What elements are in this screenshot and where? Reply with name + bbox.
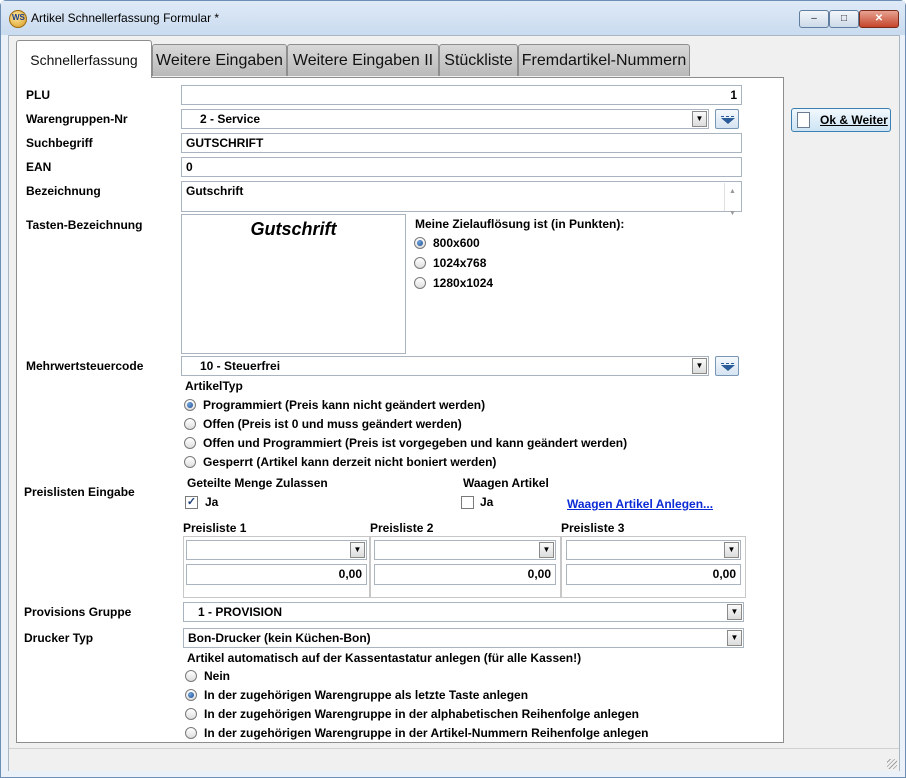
- preislisten-label: Preislisten Eingabe: [24, 485, 135, 499]
- chevron-down-icon: ▼: [730, 607, 739, 616]
- drucker-label: Drucker Typ: [24, 631, 94, 645]
- tasten-textbox[interactable]: [181, 214, 406, 354]
- aufloesung-label: Meine Zielauflösung ist (in Punkten):: [415, 217, 625, 231]
- bezeichnung-textarea[interactable]: [181, 181, 742, 217]
- plu-input[interactable]: 1: [181, 85, 742, 105]
- preisliste-1-label: Preisliste 1: [183, 521, 247, 535]
- preisliste-2-group: [370, 536, 561, 598]
- mwst-dropdown-button[interactable]: [692, 358, 707, 374]
- lookup-arrow-icon: [720, 362, 736, 372]
- preisliste-3-label: Preisliste 3: [561, 521, 625, 535]
- bezeichnung-value: Gutschrift: [186, 184, 244, 198]
- preisliste-1-group: [183, 536, 370, 598]
- chevron-down-icon: ▼: [542, 545, 551, 554]
- chevron-down-icon: ▼: [695, 361, 704, 370]
- waagen-check-label: Ja: [480, 495, 494, 509]
- document-icon: [797, 112, 810, 128]
- tab-panel: [16, 77, 784, 743]
- client-area: [8, 35, 900, 771]
- drucker-value: Bon-Drucker (kein Küchen-Bon): [188, 631, 371, 645]
- option-auto-alphabetisch: In der zugehörigen Warengruppe in der alphabetischen Reihenfolge anlegen: [204, 707, 639, 721]
- maximize-button[interactable]: [829, 10, 859, 28]
- tab-weitere-eingaben[interactable]: Weitere Eingaben: [152, 44, 287, 76]
- option-1280x1024: 1280x1024: [433, 276, 494, 290]
- tab-weitere-eingaben-ii[interactable]: Weitere Eingaben II: [287, 44, 439, 76]
- ok-weiter-label: Ok & Weiter: [820, 113, 888, 127]
- tasten-value: Gutschrift: [250, 219, 337, 239]
- resize-grip-icon[interactable]: [887, 759, 897, 769]
- chevron-down-icon: ▼: [730, 633, 739, 642]
- minimize-icon: –: [811, 13, 817, 24]
- radio-auto-nein[interactable]: [185, 670, 197, 682]
- status-bar: [9, 748, 899, 771]
- mwst-label: Mehrwertsteuercode: [26, 359, 144, 373]
- window-title: Artikel Schnellerfassung Formular *: [31, 11, 220, 25]
- scroll-up-icon: ▲: [729, 188, 736, 195]
- preisliste-2-label: Preisliste 2: [370, 521, 434, 535]
- radio-gesperrt[interactable]: [184, 456, 196, 468]
- mwst-lookup-button[interactable]: [715, 356, 739, 376]
- ean-label: EAN: [26, 160, 52, 174]
- provision-dropdown-button[interactable]: [727, 604, 742, 620]
- preisliste-2-price[interactable]: 0,00: [374, 564, 556, 585]
- warengruppe-lookup-button[interactable]: [715, 109, 739, 129]
- preisliste-3-group: [561, 536, 746, 598]
- provision-label: Provisions Gruppe: [24, 605, 132, 619]
- preisliste-1-price[interactable]: 0,00: [186, 564, 367, 585]
- option-auto-letzte: In der zugehörigen Warengruppe als letzte Taste anlegen: [204, 688, 529, 702]
- preisliste-3-price[interactable]: 0,00: [566, 564, 741, 585]
- geteilte-checkbox[interactable]: [185, 496, 198, 509]
- provision-value: 1 - PROVISION: [198, 605, 283, 619]
- option-gesperrt: Gesperrt (Artikel kann derzeit nicht boniert werden): [203, 455, 497, 469]
- tab-stueckliste[interactable]: Stückliste: [439, 44, 518, 76]
- drucker-dropdown-button[interactable]: [727, 630, 742, 646]
- app-logo-icon: [9, 10, 27, 28]
- tasten-label: Tasten-Bezeichnung: [26, 218, 143, 232]
- chevron-down-icon: ▼: [353, 545, 362, 554]
- mwst-value: 10 - Steuerfrei: [200, 359, 281, 373]
- preisliste-3-dropdown-button[interactable]: [724, 542, 739, 558]
- waagen-anlegen-link[interactable]: Waagen Artikel Anlegen...: [567, 497, 714, 511]
- preisliste-2-dropdown-button[interactable]: [539, 542, 554, 558]
- option-auto-nein: Nein: [204, 669, 231, 683]
- warengruppe-label: Warengruppen-Nr: [26, 112, 128, 126]
- preisliste-1-dropdown-button[interactable]: [350, 542, 365, 558]
- bezeichnung-scrollbar[interactable]: [724, 183, 740, 217]
- radio-auto-nummer[interactable]: [185, 727, 197, 739]
- preisliste-2-combo[interactable]: [374, 540, 556, 560]
- artikeltyp-label: ArtikelTyp: [185, 379, 243, 393]
- tab-schnellerfassung[interactable]: Schnellerfassung: [16, 40, 152, 78]
- scroll-down-icon: ▼: [729, 210, 736, 217]
- radio-1024x768[interactable]: [414, 257, 426, 269]
- bezeichnung-label: Bezeichnung: [26, 184, 101, 198]
- option-offen: Offen (Preis ist 0 und muss geändert werden): [203, 417, 462, 431]
- warengruppe-value: 2 - Service: [200, 112, 261, 126]
- chevron-down-icon: ▼: [727, 545, 736, 554]
- maximize-icon: □: [840, 13, 848, 24]
- close-button[interactable]: [859, 10, 899, 28]
- suchbegriff-label: Suchbegriff: [26, 136, 93, 150]
- geteilte-check-label: Ja: [205, 495, 219, 509]
- option-offen-programmiert: Offen und Programmiert (Preis ist vorgegeben und kann geändert werden): [203, 436, 628, 450]
- option-auto-nummer: In der zugehörigen Warengruppe in der Artikel-Nummern Reihenfolge anlegen: [204, 726, 649, 740]
- close-icon: ✕: [874, 13, 884, 24]
- ok-weiter-button[interactable]: [791, 108, 891, 132]
- radio-auto-alphabetisch[interactable]: [185, 708, 197, 720]
- radio-1280x1024[interactable]: [414, 277, 426, 289]
- option-800x600: 800x600: [433, 236, 480, 250]
- chevron-down-icon: ▼: [695, 114, 704, 123]
- radio-offen-programmiert[interactable]: [184, 437, 196, 449]
- preisliste-1-combo[interactable]: [186, 540, 367, 560]
- drucker-combo[interactable]: [183, 628, 744, 648]
- warengruppe-dropdown-button[interactable]: [692, 111, 707, 127]
- checkmark-icon: ✓: [186, 496, 197, 508]
- minimize-button[interactable]: [799, 10, 829, 28]
- mwst-combo[interactable]: [181, 356, 709, 376]
- plu-label: PLU: [26, 88, 50, 102]
- radio-800x600[interactable]: [414, 237, 426, 249]
- geteilte-label: Geteilte Menge Zulassen: [187, 476, 328, 490]
- lookup-arrow-icon: [720, 115, 736, 125]
- suchbegriff-input[interactable]: GUTSCHRIFT: [181, 133, 742, 153]
- radio-auto-letzte[interactable]: [185, 689, 197, 701]
- radio-offen[interactable]: [184, 418, 196, 430]
- radio-programmiert[interactable]: [184, 399, 196, 411]
- preisliste-3-combo[interactable]: [566, 540, 741, 560]
- tab-fremdartikel-nummern[interactable]: Fremdartikel-Nummern: [518, 44, 690, 76]
- warengruppe-combo[interactable]: [181, 109, 709, 129]
- option-1024x768: 1024x768: [433, 256, 487, 270]
- app-icon-text: WS: [12, 13, 25, 22]
- auto-label: Artikel automatisch auf der Kassentastatur anlegen (für alle Kassen!): [187, 651, 582, 665]
- waagen-checkbox[interactable]: [461, 496, 474, 509]
- waagen-label: Waagen Artikel: [463, 476, 549, 490]
- provision-combo[interactable]: [183, 602, 744, 622]
- title-bar[interactable]: [1, 1, 905, 35]
- ean-input[interactable]: 0: [181, 157, 742, 177]
- option-programmiert: Programmiert (Preis kann nicht geändert werden): [203, 398, 486, 412]
